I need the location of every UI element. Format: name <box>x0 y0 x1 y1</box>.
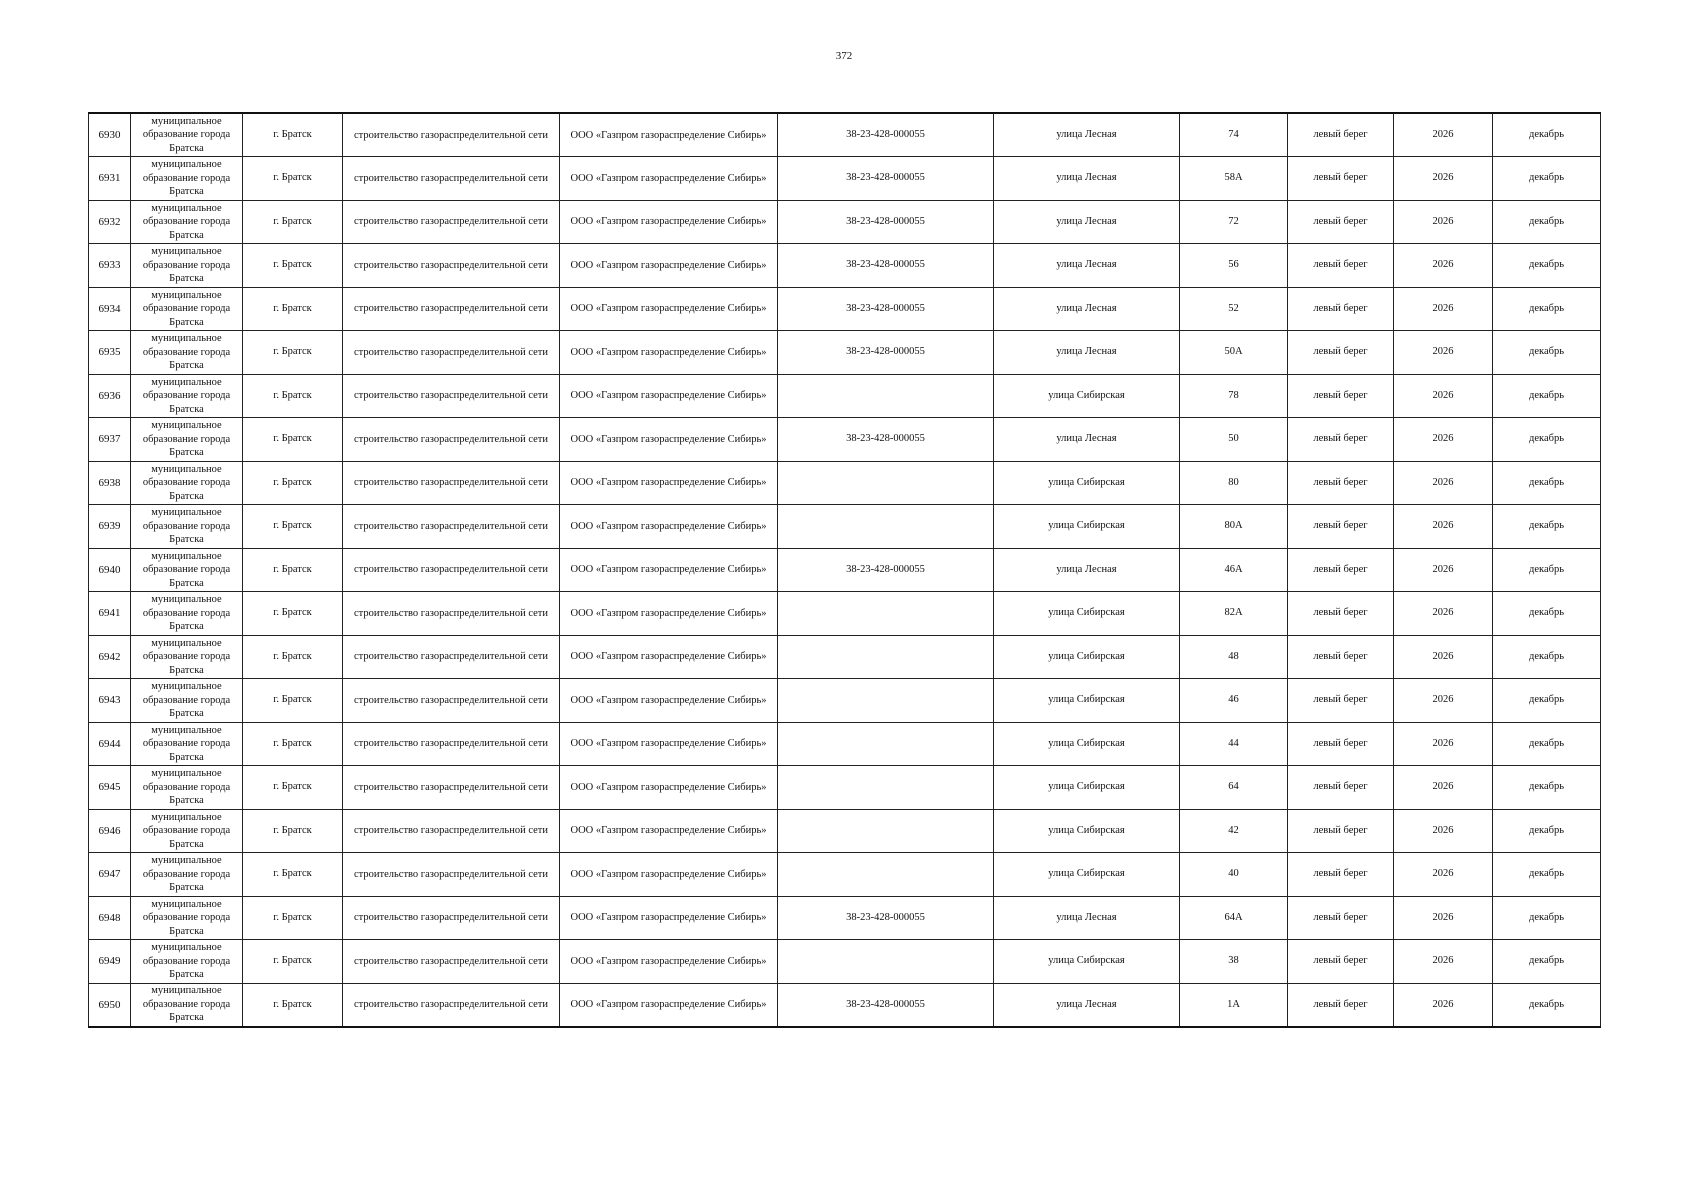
month-cell: декабрь <box>1493 374 1601 418</box>
page-number: 372 <box>835 50 853 62</box>
row-number: 6935 <box>89 331 131 375</box>
table-row <box>89 113 1601 157</box>
bank-cell: левый берег <box>1288 722 1394 766</box>
city-cell: г. Братск <box>243 461 343 505</box>
work-type-cell: строительство газораспределительной сети <box>343 853 560 897</box>
bank-cell: левый берег <box>1288 113 1394 157</box>
code-cell <box>778 809 994 853</box>
municipality-cell: муниципальное образование города Братска <box>131 418 243 462</box>
street-cell: улица Сибирская <box>994 940 1180 984</box>
row-number: 6950 <box>89 983 131 1027</box>
house-number-cell: 74 <box>1180 113 1288 157</box>
house-number-cell: 58А <box>1180 157 1288 201</box>
month-cell: декабрь <box>1493 635 1601 679</box>
work-type-cell: строительство газораспределительной сети <box>343 200 560 244</box>
house-number-cell: 82А <box>1180 592 1288 636</box>
city-cell: г. Братск <box>243 374 343 418</box>
table-row <box>89 548 1601 592</box>
house-number-cell: 1А <box>1180 983 1288 1027</box>
house-number-cell: 72 <box>1180 200 1288 244</box>
work-type-cell: строительство газораспределительной сети <box>343 113 560 157</box>
bank-cell: левый берег <box>1288 983 1394 1027</box>
city-cell: г. Братск <box>243 766 343 810</box>
month-cell: декабрь <box>1493 287 1601 331</box>
row-number: 6937 <box>89 418 131 462</box>
organization-cell: ООО «Газпром газораспределение Сибирь» <box>560 896 778 940</box>
code-cell <box>778 853 994 897</box>
city-cell: г. Братск <box>243 635 343 679</box>
month-cell: декабрь <box>1493 766 1601 810</box>
city-cell: г. Братск <box>243 896 343 940</box>
year-cell: 2026 <box>1394 200 1493 244</box>
street-cell: улица Сибирская <box>994 809 1180 853</box>
municipality-cell: муниципальное образование города Братска <box>131 200 243 244</box>
organization-cell: ООО «Газпром газораспределение Сибирь» <box>560 157 778 201</box>
street-cell: улица Лесная <box>994 157 1180 201</box>
work-type-cell: строительство газораспределительной сети <box>343 679 560 723</box>
row-number: 6947 <box>89 853 131 897</box>
work-type-cell: строительство газораспределительной сети <box>343 244 560 288</box>
street-cell: улица Сибирская <box>994 679 1180 723</box>
organization-cell: ООО «Газпром газораспределение Сибирь» <box>560 592 778 636</box>
city-cell: г. Братск <box>243 418 343 462</box>
work-type-cell: строительство газораспределительной сети <box>343 418 560 462</box>
row-number: 6940 <box>89 548 131 592</box>
organization-cell: ООО «Газпром газораспределение Сибирь» <box>560 200 778 244</box>
street-cell: улица Сибирская <box>994 374 1180 418</box>
month-cell: декабрь <box>1493 722 1601 766</box>
code-cell: 38-23-428-000055 <box>778 157 994 201</box>
bank-cell: левый берег <box>1288 157 1394 201</box>
city-cell: г. Братск <box>243 157 343 201</box>
code-cell: 38-23-428-000055 <box>778 548 994 592</box>
organization-cell: ООО «Газпром газораспределение Сибирь» <box>560 331 778 375</box>
house-number-cell: 52 <box>1180 287 1288 331</box>
work-type-cell: строительство газораспределительной сети <box>343 505 560 549</box>
table-row <box>89 461 1601 505</box>
table-row <box>89 592 1601 636</box>
year-cell: 2026 <box>1394 418 1493 462</box>
code-cell: 38-23-428-000055 <box>778 983 994 1027</box>
municipality-cell: муниципальное образование города Братска <box>131 679 243 723</box>
organization-cell: ООО «Газпром газораспределение Сибирь» <box>560 548 778 592</box>
code-cell <box>778 374 994 418</box>
row-number: 6936 <box>89 374 131 418</box>
year-cell: 2026 <box>1394 461 1493 505</box>
row-number: 6946 <box>89 809 131 853</box>
municipality-cell: муниципальное образование города Братска <box>131 287 243 331</box>
municipality-cell: муниципальное образование города Братска <box>131 853 243 897</box>
organization-cell: ООО «Газпром газораспределение Сибирь» <box>560 505 778 549</box>
row-number: 6938 <box>89 461 131 505</box>
year-cell: 2026 <box>1394 505 1493 549</box>
organization-cell: ООО «Газпром газораспределение Сибирь» <box>560 374 778 418</box>
row-number: 6944 <box>89 722 131 766</box>
work-type-cell: строительство газораспределительной сети <box>343 940 560 984</box>
bank-cell: левый берег <box>1288 635 1394 679</box>
organization-cell: ООО «Газпром газораспределение Сибирь» <box>560 418 778 462</box>
bank-cell: левый берег <box>1288 809 1394 853</box>
city-cell: г. Братск <box>243 940 343 984</box>
municipality-cell: муниципальное образование города Братска <box>131 505 243 549</box>
street-cell: улица Лесная <box>994 331 1180 375</box>
month-cell: декабрь <box>1493 418 1601 462</box>
code-cell <box>778 505 994 549</box>
house-number-cell: 46А <box>1180 548 1288 592</box>
code-cell <box>778 635 994 679</box>
municipality-cell: муниципальное образование города Братска <box>131 331 243 375</box>
code-cell: 38-23-428-000055 <box>778 244 994 288</box>
table-row <box>89 853 1601 897</box>
organization-cell: ООО «Газпром газораспределение Сибирь» <box>560 635 778 679</box>
month-cell: декабрь <box>1493 157 1601 201</box>
table-body <box>89 113 1601 1027</box>
month-cell: декабрь <box>1493 809 1601 853</box>
work-type-cell: строительство газораспределительной сети <box>343 592 560 636</box>
year-cell: 2026 <box>1394 896 1493 940</box>
year-cell: 2026 <box>1394 679 1493 723</box>
table-row <box>89 679 1601 723</box>
house-number-cell: 64А <box>1180 896 1288 940</box>
municipality-cell: муниципальное образование города Братска <box>131 983 243 1027</box>
table-row <box>89 809 1601 853</box>
code-cell: 38-23-428-000055 <box>778 287 994 331</box>
row-number: 6948 <box>89 896 131 940</box>
row-number: 6945 <box>89 766 131 810</box>
municipality-cell: муниципальное образование города Братска <box>131 940 243 984</box>
row-number: 6949 <box>89 940 131 984</box>
year-cell: 2026 <box>1394 766 1493 810</box>
municipality-cell: муниципальное образование города Братска <box>131 113 243 157</box>
organization-cell: ООО «Газпром газораспределение Сибирь» <box>560 113 778 157</box>
code-cell: 38-23-428-000055 <box>778 331 994 375</box>
code-cell: 38-23-428-000055 <box>778 113 994 157</box>
house-number-cell: 50 <box>1180 418 1288 462</box>
table-row <box>89 331 1601 375</box>
house-number-cell: 56 <box>1180 244 1288 288</box>
municipality-cell: муниципальное образование города Братска <box>131 461 243 505</box>
street-cell: улица Сибирская <box>994 592 1180 636</box>
city-cell: г. Братск <box>243 331 343 375</box>
city-cell: г. Братск <box>243 853 343 897</box>
municipality-cell: муниципальное образование города Братска <box>131 157 243 201</box>
bank-cell: левый берег <box>1288 200 1394 244</box>
code-cell <box>778 461 994 505</box>
year-cell: 2026 <box>1394 983 1493 1027</box>
code-cell <box>778 722 994 766</box>
row-number: 6941 <box>89 592 131 636</box>
row-number: 6931 <box>89 157 131 201</box>
street-cell: улица Лесная <box>994 983 1180 1027</box>
row-number: 6934 <box>89 287 131 331</box>
year-cell: 2026 <box>1394 853 1493 897</box>
bank-cell: левый берег <box>1288 853 1394 897</box>
bank-cell: левый берег <box>1288 287 1394 331</box>
municipality-cell: муниципальное образование города Братска <box>131 592 243 636</box>
work-type-cell: строительство газораспределительной сети <box>343 722 560 766</box>
month-cell: декабрь <box>1493 940 1601 984</box>
year-cell: 2026 <box>1394 287 1493 331</box>
organization-cell: ООО «Газпром газораспределение Сибирь» <box>560 809 778 853</box>
bank-cell: левый берег <box>1288 505 1394 549</box>
city-cell: г. Братск <box>243 200 343 244</box>
table-row <box>89 505 1601 549</box>
table-row <box>89 983 1601 1027</box>
work-type-cell: строительство газораспределительной сети <box>343 374 560 418</box>
month-cell: декабрь <box>1493 679 1601 723</box>
code-cell <box>778 766 994 810</box>
street-cell: улица Лесная <box>994 113 1180 157</box>
bank-cell: левый берег <box>1288 896 1394 940</box>
table-row <box>89 157 1601 201</box>
city-cell: г. Братск <box>243 722 343 766</box>
month-cell: декабрь <box>1493 853 1601 897</box>
city-cell: г. Братск <box>243 505 343 549</box>
street-cell: улица Сибирская <box>994 766 1180 810</box>
organization-cell: ООО «Газпром газораспределение Сибирь» <box>560 461 778 505</box>
street-cell: улица Лесная <box>994 896 1180 940</box>
city-cell: г. Братск <box>243 809 343 853</box>
code-cell <box>778 679 994 723</box>
house-number-cell: 42 <box>1180 809 1288 853</box>
row-number: 6930 <box>89 113 131 157</box>
month-cell: декабрь <box>1493 331 1601 375</box>
table-row <box>89 635 1601 679</box>
organization-cell: ООО «Газпром газораспределение Сибирь» <box>560 722 778 766</box>
year-cell: 2026 <box>1394 592 1493 636</box>
row-number: 6942 <box>89 635 131 679</box>
house-number-cell: 40 <box>1180 853 1288 897</box>
table-row <box>89 287 1601 331</box>
municipality-cell: муниципальное образование города Братска <box>131 722 243 766</box>
month-cell: декабрь <box>1493 244 1601 288</box>
house-number-cell: 78 <box>1180 374 1288 418</box>
code-cell <box>778 592 994 636</box>
organization-cell: ООО «Газпром газораспределение Сибирь» <box>560 853 778 897</box>
gas-network-table <box>88 112 1601 1028</box>
table-row <box>89 940 1601 984</box>
organization-cell: ООО «Газпром газораспределение Сибирь» <box>560 766 778 810</box>
code-cell <box>778 940 994 984</box>
work-type-cell: строительство газораспределительной сети <box>343 635 560 679</box>
municipality-cell: муниципальное образование города Братска <box>131 896 243 940</box>
street-cell: улица Сибирская <box>994 722 1180 766</box>
year-cell: 2026 <box>1394 635 1493 679</box>
house-number-cell: 64 <box>1180 766 1288 810</box>
municipality-cell: муниципальное образование города Братска <box>131 809 243 853</box>
row-number: 6932 <box>89 200 131 244</box>
street-cell: улица Лесная <box>994 244 1180 288</box>
bank-cell: левый берег <box>1288 244 1394 288</box>
row-number: 6943 <box>89 679 131 723</box>
city-cell: г. Братск <box>243 548 343 592</box>
city-cell: г. Братск <box>243 592 343 636</box>
municipality-cell: муниципальное образование города Братска <box>131 635 243 679</box>
year-cell: 2026 <box>1394 113 1493 157</box>
organization-cell: ООО «Газпром газораспределение Сибирь» <box>560 287 778 331</box>
work-type-cell: строительство газораспределительной сети <box>343 461 560 505</box>
month-cell: декабрь <box>1493 548 1601 592</box>
table-row <box>89 896 1601 940</box>
bank-cell: левый берег <box>1288 940 1394 984</box>
month-cell: декабрь <box>1493 896 1601 940</box>
table-row <box>89 244 1601 288</box>
street-cell: улица Лесная <box>994 287 1180 331</box>
city-cell: г. Братск <box>243 244 343 288</box>
street-cell: улица Сибирская <box>994 853 1180 897</box>
bank-cell: левый берег <box>1288 766 1394 810</box>
street-cell: улица Лесная <box>994 200 1180 244</box>
table-row <box>89 200 1601 244</box>
month-cell: декабрь <box>1493 505 1601 549</box>
street-cell: улица Сибирская <box>994 635 1180 679</box>
municipality-cell: муниципальное образование города Братска <box>131 766 243 810</box>
month-cell: декабрь <box>1493 461 1601 505</box>
month-cell: декабрь <box>1493 113 1601 157</box>
bank-cell: левый берег <box>1288 461 1394 505</box>
work-type-cell: строительство газораспределительной сети <box>343 896 560 940</box>
year-cell: 2026 <box>1394 809 1493 853</box>
work-type-cell: строительство газораспределительной сети <box>343 548 560 592</box>
work-type-cell: строительство газораспределительной сети <box>343 809 560 853</box>
street-cell: улица Лесная <box>994 418 1180 462</box>
municipality-cell: муниципальное образование города Братска <box>131 374 243 418</box>
table-row <box>89 722 1601 766</box>
house-number-cell: 46 <box>1180 679 1288 723</box>
bank-cell: левый берег <box>1288 374 1394 418</box>
street-cell: улица Сибирская <box>994 505 1180 549</box>
code-cell: 38-23-428-000055 <box>778 896 994 940</box>
year-cell: 2026 <box>1394 374 1493 418</box>
year-cell: 2026 <box>1394 940 1493 984</box>
house-number-cell: 80 <box>1180 461 1288 505</box>
house-number-cell: 48 <box>1180 635 1288 679</box>
year-cell: 2026 <box>1394 157 1493 201</box>
bank-cell: левый берег <box>1288 679 1394 723</box>
city-cell: г. Братск <box>243 983 343 1027</box>
municipality-cell: муниципальное образование города Братска <box>131 548 243 592</box>
bank-cell: левый берег <box>1288 418 1394 462</box>
work-type-cell: строительство газораспределительной сети <box>343 287 560 331</box>
table-row <box>89 374 1601 418</box>
work-type-cell: строительство газораспределительной сети <box>343 331 560 375</box>
bank-cell: левый берег <box>1288 331 1394 375</box>
street-cell: улица Лесная <box>994 548 1180 592</box>
work-type-cell: строительство газораспределительной сети <box>343 766 560 810</box>
work-type-cell: строительство газораспределительной сети <box>343 983 560 1027</box>
house-number-cell: 38 <box>1180 940 1288 984</box>
table-row <box>89 766 1601 810</box>
municipality-cell: муниципальное образование города Братска <box>131 244 243 288</box>
city-cell: г. Братск <box>243 287 343 331</box>
month-cell: декабрь <box>1493 592 1601 636</box>
city-cell: г. Братск <box>243 113 343 157</box>
bank-cell: левый берег <box>1288 592 1394 636</box>
year-cell: 2026 <box>1394 331 1493 375</box>
organization-cell: ООО «Газпром газораспределение Сибирь» <box>560 244 778 288</box>
table-row <box>89 418 1601 462</box>
month-cell: декабрь <box>1493 983 1601 1027</box>
house-number-cell: 44 <box>1180 722 1288 766</box>
organization-cell: ООО «Газпром газораспределение Сибирь» <box>560 679 778 723</box>
row-number: 6933 <box>89 244 131 288</box>
code-cell: 38-23-428-000055 <box>778 200 994 244</box>
house-number-cell: 50А <box>1180 331 1288 375</box>
year-cell: 2026 <box>1394 722 1493 766</box>
city-cell: г. Братск <box>243 679 343 723</box>
row-number: 6939 <box>89 505 131 549</box>
house-number-cell: 80А <box>1180 505 1288 549</box>
code-cell: 38-23-428-000055 <box>778 418 994 462</box>
bank-cell: левый берег <box>1288 548 1394 592</box>
year-cell: 2026 <box>1394 244 1493 288</box>
organization-cell: ООО «Газпром газораспределение Сибирь» <box>560 983 778 1027</box>
year-cell: 2026 <box>1394 548 1493 592</box>
month-cell: декабрь <box>1493 200 1601 244</box>
street-cell: улица Сибирская <box>994 461 1180 505</box>
work-type-cell: строительство газораспределительной сети <box>343 157 560 201</box>
organization-cell: ООО «Газпром газораспределение Сибирь» <box>560 940 778 984</box>
